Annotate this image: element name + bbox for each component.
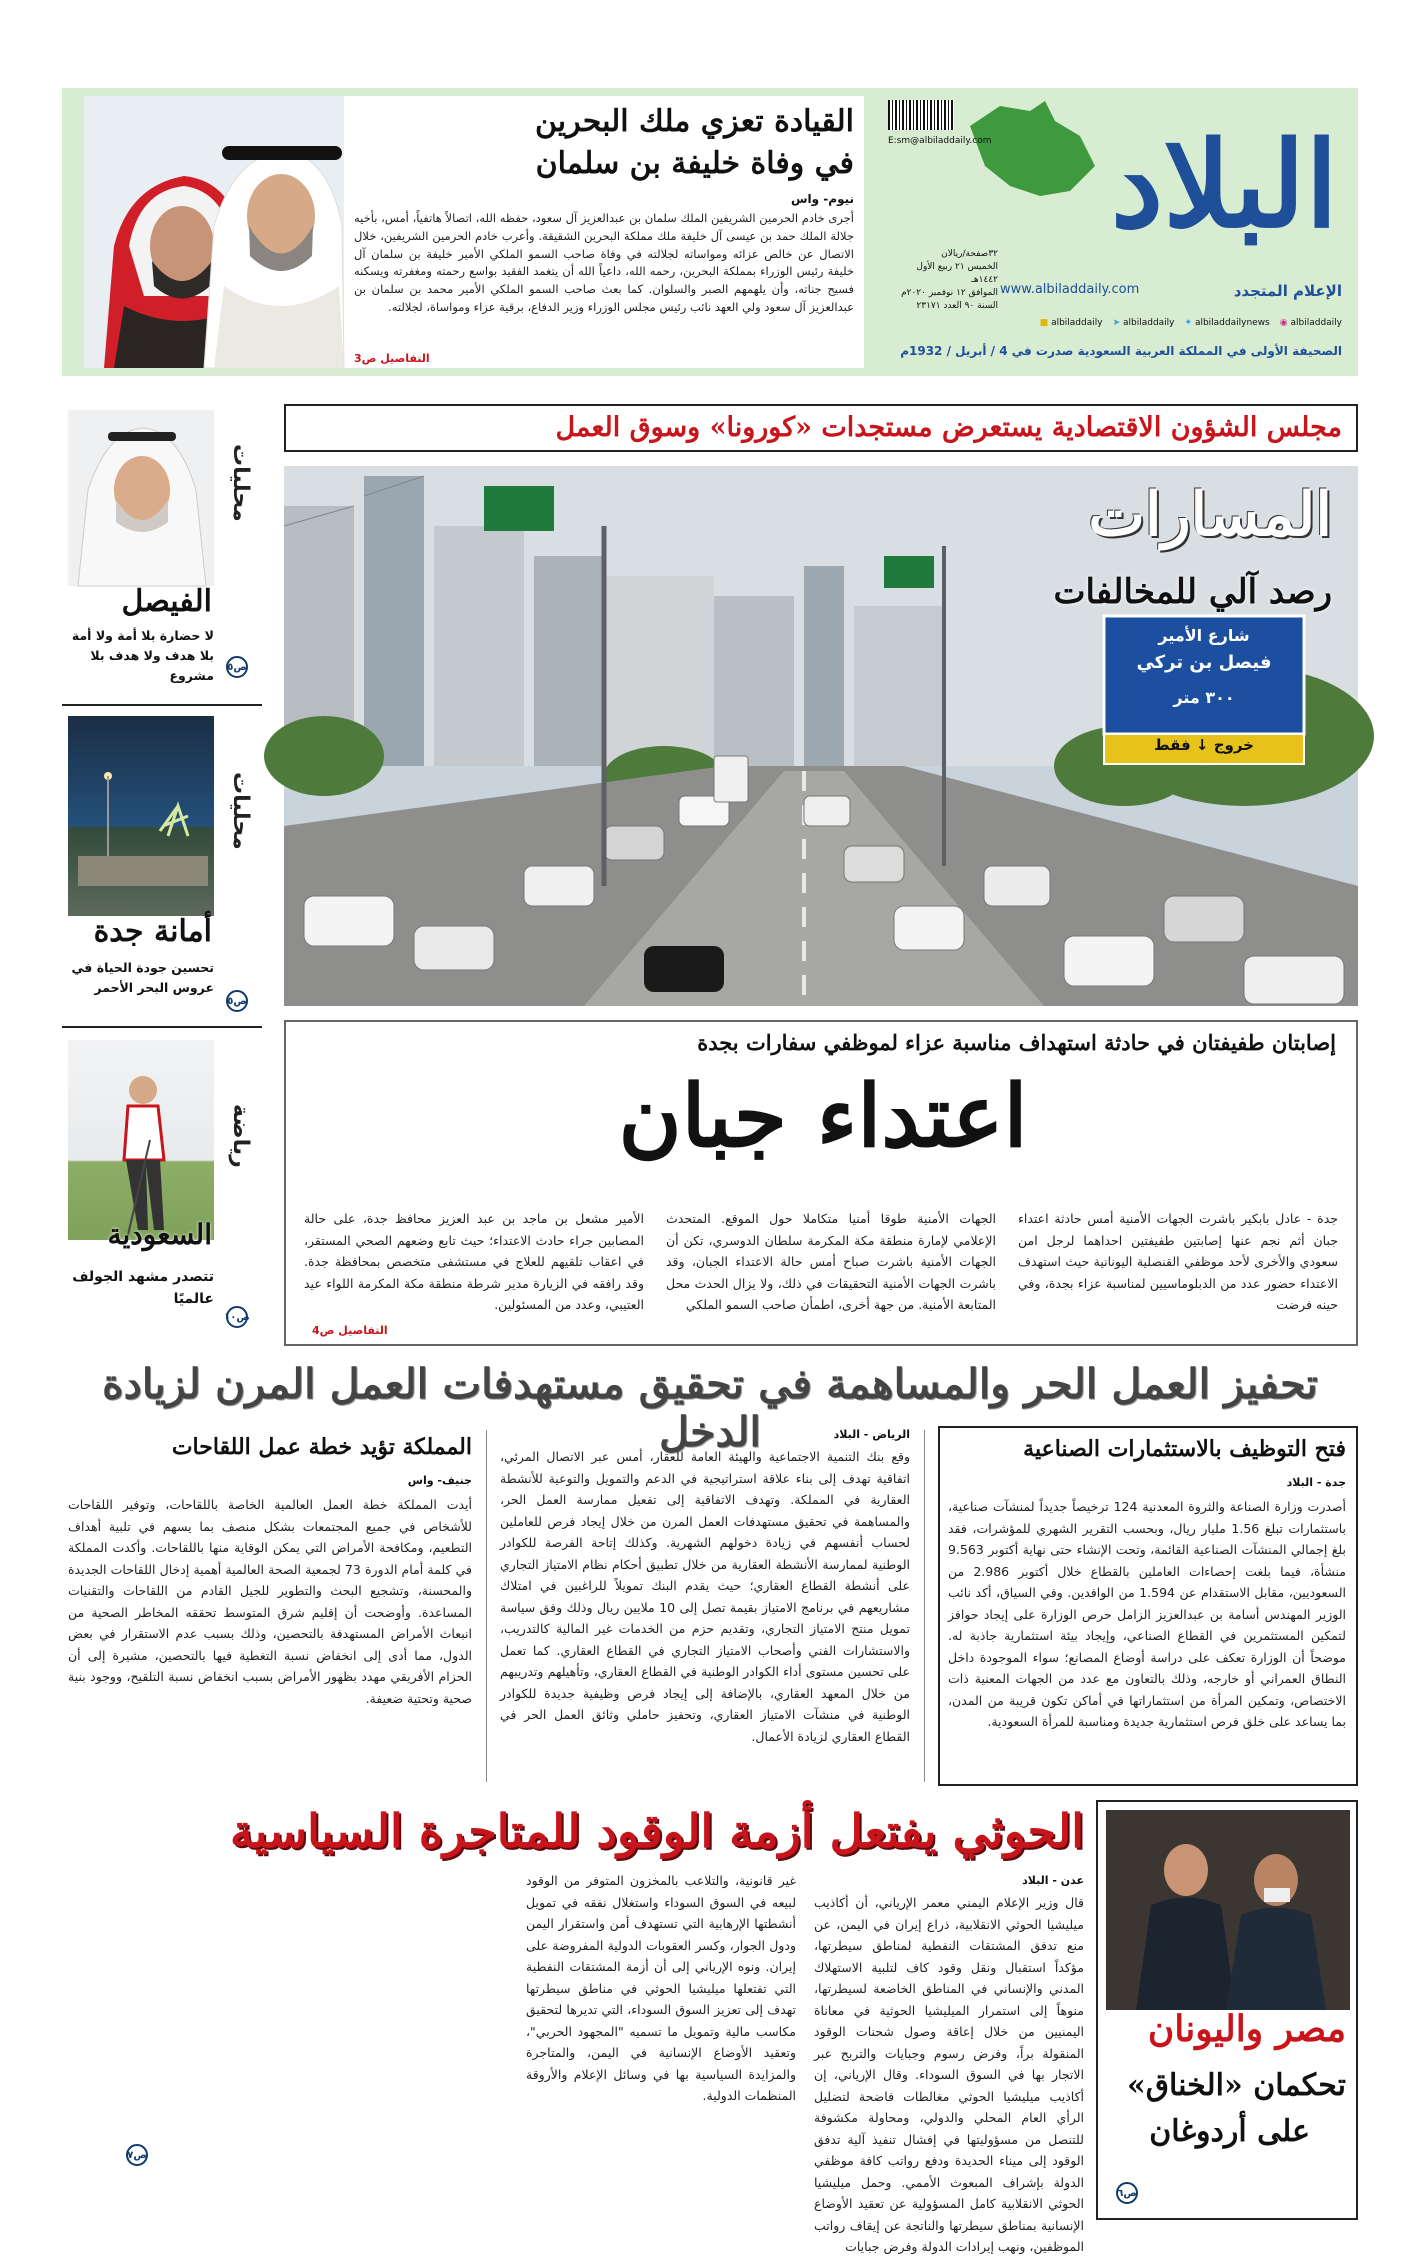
houthi-story bbox=[62, 1800, 1092, 2254]
leaders-photo bbox=[84, 96, 344, 368]
sidebar-caption: تتصدر مشهد الجولف عالميًا bbox=[72, 1269, 214, 1308]
attack-more[interactable]: التفاصيل ص4 bbox=[312, 1324, 388, 1337]
column-divider bbox=[486, 1430, 487, 1782]
edition-info bbox=[888, 248, 998, 313]
egypt-headline-2[interactable]: على أردوغان bbox=[1149, 2114, 1310, 2149]
economic-council-headline[interactable]: مجلس الشؤون الاقتصادية يستعرض مستجدات «كورونا» وسوق العمل bbox=[555, 412, 1342, 443]
saudi-map-icon bbox=[960, 96, 1100, 206]
golf-photo bbox=[68, 1040, 214, 1240]
sign-distance: ٣٠٠ متر bbox=[1173, 688, 1235, 707]
date-gregorian: الموافق ١٢ نوفمبر ٢٠٢٠م bbox=[901, 288, 998, 299]
sidebar-title: الفيصل bbox=[121, 584, 212, 619]
industry-headline[interactable]: فتح التوظيف بالاستثمارات الصناعية bbox=[1023, 1436, 1346, 1462]
logo-block bbox=[880, 96, 1352, 368]
work-dateline: الرياض - البلاد bbox=[833, 1428, 910, 1441]
egypt-greece-photo bbox=[1106, 1810, 1350, 2010]
attack-story bbox=[284, 1020, 1358, 1346]
issue-number: السنة ٩٠ العدد ٢٣١٧١ bbox=[916, 301, 998, 312]
page-badge[interactable]: ص٦ bbox=[1116, 2182, 1138, 2204]
work-story bbox=[496, 1426, 916, 1788]
date-hijri: الخميس ٢١ ربيع الأول ١٤٤٢هـ bbox=[916, 262, 998, 286]
work-headline[interactable]: تحفيز العمل الحر والمساهمة في تحقيق مستهدفات العمل المرن لزيادة الدخل bbox=[102, 1360, 1318, 1456]
work-body: وقع بنك التنمية الاجتماعية والهيئة العامة للعقار، أمس عبر الاتصال المرئي، اتفاقية تهدف إلى بناء علاقة استراتيجية في الدعم والتمويل والتوعية للأنشطة العقارية في المملكة. وتهدف الاتفاقية إلى تفعيل ممارسة العمل الحر، والمساهمة في تحقيق مستهدفات العمل المرن من خلال إيجاد فرص للعاملين لحساب أنفسهم في زيادة دخولهم الشهرية. وكذلك إتاحة الفرصة للكوادر الوطنية لممارسة الأنشطة العقارية من خلال تطبيق أحكام نظام الامتياز التجاري على أنشطة القطاع العقاري؛ حيث يقدم البنك تمويلاً للراغبين في امتلاك مشاريعهم في برنامج الامتياز بقيمة تصل إلى 10 ملايين ريال وذلك وفق سياسة تمويل منتج الامتياز التجاري، وتقديم حزم من الخدمات غير المالية كالتدريب، والاستشارات الفني وأصحاب الامتياز التجاري في القطاع العقاري. كما تعمل على تحسين مستوى أداء الكوادر الوطنية في القطاع العقاري، وتأهيلهم وتدريبهم من خلال المعهد العقاري، بالإضافة إلى إيجاد فرص وظيفية جديدة للكوادر الوطنية في منشآت الامتياز العقاري، وتحفيز حاملي وثائق العمل الحر في القطاع العقاري لزيادة الأعمال. bbox=[500, 1449, 911, 1744]
telegram-icon: ➤ bbox=[1112, 318, 1121, 328]
vaccines-story bbox=[62, 1426, 478, 1788]
attack-col-1: جدة - عادل بابكير باشرت الجهات الأمنية أمس حادثة اعتداء جبان أثم نجم عنها إصابتين طفيفتين احداهما لرجل امن سعودي والأخرى لأحد موظفي القنصلية اليونانية حيث استهدف الاعتداء حضور عدد من الدبلوماسيين لمناسبة عزاء بجدة، وفي حينه فرضت bbox=[1018, 1211, 1338, 1312]
social-row bbox=[1040, 318, 1342, 328]
sidebar-item-jeddah[interactable] bbox=[62, 712, 262, 1012]
economic-council-banner bbox=[284, 404, 1358, 452]
column-divider bbox=[924, 1430, 925, 1782]
egypt-greece-story bbox=[1096, 1800, 1358, 2220]
egypt-headline-1[interactable]: تحكمان «الخناق» bbox=[1126, 2068, 1346, 2103]
instagram-icon: ◉ bbox=[1279, 318, 1288, 328]
vaccines-body: أيدت المملكة خطة العمل العالمية الخاصة باللقاحات، وتوفير اللقاحات للأشخاص في جميع المجتمعات بشكل منصف بما يسهم في تلبية أهداف التطعيم، ومكافحة الأمراض التي يمكن الوقاية منها باللقاحات. وأكدت المملكة في كلمة أمام الدورة 73 لجمعية الصحة العالمية أهمية إدخال اللقاحات الجديدة والمحسنة، وتشجيع البحث والتطوير للجيل القادم من اللقاحات والتقنيات المساعدة. وأوضحت أن إقليم شرق المتوسط تحققه المخاطر الصحية من انبعاث الأمراض المستهدفة بالتحصين، وذلك بسبب عدم الاستقرار في بعض الدول، مما أدى إلى انخفاض نسبة التغطية فيها بالتحصين، مشيرة إلى أن الحزام الأفريقي مهدد بظهور الأمراض بسبب انخفاض نسبة التلقيح، ووجود بنية صحية وتحتية ضعيفة. bbox=[68, 1497, 472, 1706]
twitter-handle[interactable]: ✦ albiladdailynews bbox=[1184, 318, 1270, 328]
masarat-title: المسارات bbox=[1088, 480, 1332, 550]
alfaisal-photo bbox=[68, 410, 214, 586]
houthi-headline[interactable]: الحوثي يفتعل أزمة الوقود للمتاجرة السياسية bbox=[229, 1804, 1084, 1858]
sidebar-section-label: محليات bbox=[228, 444, 253, 522]
sidebar-caption: لا حضارة بلا أمة ولا أمة بلا هدف ولا هدف بلا مشروع bbox=[71, 628, 214, 683]
sidebar-divider bbox=[62, 1026, 262, 1028]
houthi-col-2: غير قانونية، والتلاعب بالمخزون المتوفر من الوقود لبيعه في السوق السوداء واستغلال نفقه في تمويل أنشطتها الإرهابية التي تستهدف أمن واستقرار اليمن ودول الجوار، وكسر العقوبات الدولية المفروضة على إيران. ونوه الإرياني إلى أن أزمة المشتقات النفطية التي تفتعلها ميليشيا الحوثي في مناطق سيطرتها تهدف إلى تعزيز السوق السوداء، التي تديرها لتحقيق مكاسب مالية وتمويل ما تسميه "المجهود الحربي"، وتعقيد الأوضاع الإنسانية في اليمن، والمتاجرة والمزايدة السياسية بها في وسائل الإعلام والأروقة المنظمات الدولية. bbox=[526, 1873, 796, 2103]
attack-kicker: إصابتان طفيفتان في حادثة استهداف مناسبة عزاء لموظفي سفارات بجدة bbox=[697, 1030, 1336, 1055]
sidebar-section-label: محليات bbox=[228, 772, 253, 850]
king-portrait bbox=[84, 96, 344, 368]
condolence-more[interactable]: التفاصيل ص3 bbox=[354, 352, 430, 365]
sidebar-divider bbox=[62, 704, 262, 706]
page-badge[interactable]: ص١٠ bbox=[226, 1306, 248, 1328]
condolence-dateline: نيوم- واس bbox=[790, 192, 854, 206]
snapchat-handle[interactable]: ■ albiladdaily bbox=[1039, 318, 1103, 328]
sidebar-caption: تحسين جودة الحياة في عروس البحر الأحمر bbox=[71, 960, 214, 995]
houthi-col-1: قال وزير الإعلام اليمني معمر الإرياني، أن أكاذيب ميليشيا الحوثي الانقلابية، ذراع إيران في اليمن، عن منع تدفق المشتقات النفطية لمناطق سيطرتها، مؤكداً استقبال ونقل وقود كاف لتلبية الاستهلاك المدني والإنساني في المناطق الخاضعة لسيطرتها، منوهاً إلى استمرار الميليشيا الحوثية في معاناة اليمنيين من خلال إعاقة وصول شحنات الوقود المنقولة براً، وفرض رسوم وجبايات والتربح عبر الاتجار بها في السوق السوداء. وقال الإرياني، إن أكاذيب ميليشيا الحوثي مغالطات فاضحة لتضليل الرأي العام المحلي والدولي، ومحاولة مكشوفة للتنصل من مسؤوليتها في إفشال تنفيذ آلية تدفق الوقود إلى ميناء الحديدة ودفع رواتب كافة موظفي الدولة بإشراف المبعوث الأممي. وحمل ميليشيا الحوثي الانقلابية كامل المسؤولية عن تعقيد الأوضاع الإنسانية بمناطق سيطرتها والناتجة عن إيقاف رواتب الموظفين، ونهب إيرادات الدولة وفرض جبايات bbox=[814, 1895, 1084, 2254]
snapchat-icon: ■ bbox=[1039, 318, 1049, 328]
condolence-block bbox=[84, 96, 864, 368]
sign-street-1: شارع الأمير bbox=[1158, 626, 1250, 645]
jeddah-photo bbox=[68, 716, 214, 916]
sign-street-2: فيصل بن تركي bbox=[1136, 652, 1272, 673]
condolence-body: أجرى خادم الحرمين الشريفين الملك سلمان بن عبدالعزيز آل سعود، حفظه الله، اتصالاً هاتفياً، أمس، بأخيه جلالة الملك حمد بن عيسى آل خليفة ملك مملكة البحرين الشقيقة. وأعرب خادم الحرمين الشريفين، خلال الاتصال عن خالص عزائه ومواساته لجلالته في وفاة صاحب السمو الملكي الأمير خليفة بن سلمان آل خليفة رئيس الوزراء بمملكة البحرين، رحمه الله، داعياً الله أن يتغمد الفقيد بواسع رحمته ومغفرته ويسكنه فسيح جناته، وأن يلهمهم الصبر والسلوان. كما بعث صاحب السمو الملكي الأمير محمد بن سلمان بن عبدالعزيز آل سعود ولي العهد نائب رئيس مجلس الوزراء وزير الدفاع، برقية عزاء ومواساة، لجلالته. bbox=[354, 211, 854, 315]
edition-price: ٣٢صفحة/ريالان bbox=[941, 249, 998, 259]
barcode bbox=[888, 100, 954, 130]
attack-col-2: الجهات الأمنية طوقا أمنيا متكاملا حول الموقع. المتحدث الإعلامي لإمارة منطقة مكة المكرمة سلطان الدوسري، تكن أن الجهات الأمنية باشرت صباح أمس حالة الاعتداء الجبان، وقد باشرت الجهات الأمنية التحقيقات في ذلك، ولا يزال الحدث محل المتابعة الأمنية. من جهة أخرى، اطمأن صاحب السمو الملكي bbox=[666, 1211, 996, 1312]
page-badge[interactable]: ص٧ bbox=[126, 2144, 148, 2166]
industry-dateline: جدة - البلاد bbox=[1286, 1476, 1346, 1489]
sidebar-item-alfaisal[interactable] bbox=[62, 404, 262, 690]
contact-email[interactable]: E:sm@albiladdaily.com bbox=[888, 136, 992, 146]
masthead-tagline: الصحيفة الأولى في المملكة العربية السعودية صدرت في 4 / أبريل / 1932م bbox=[900, 344, 1342, 358]
sidebar-title: أمانة جدة bbox=[93, 914, 212, 949]
instagram-handle[interactable]: ◉ albiladdaily bbox=[1279, 318, 1342, 328]
vaccines-dateline: جنيف- واس bbox=[407, 1474, 472, 1487]
attack-headline[interactable]: اعتداء جبان bbox=[618, 1066, 1028, 1167]
sidebar-item-golf[interactable] bbox=[62, 1034, 262, 1342]
industry-body: أصدرت وزارة الصناعة والثروة المعدنية 124 ترخيصاً جديداً لمنشآت صناعية، باستثمارات تبلغ 1.56 مليار ريال، وبحسب التقرير الشهري للمؤشرات، فقد بلغ إجمالي المنشآت الصناعية القائمة، وتحت الإنشاء حتى نهاية أكتوبر 9.563 منشأة، فيما بلغت إحصاءات العاملين بالقطاع خلال أكتوبر 2.986 من السعوديين، مقابل الاستقدام عن 1.594 من الوافدين. وفي السياق، أكد نائب الوزير المهندس أسامة بن عبدالعزيز الزامل حرص الوزارة على إيجاد حوافز لتمكين المستثمرين في القطاع الصناعي، وإيجاد بيئة استثمارية جاذبة له. موضحاً أن الوزارة تعكف على دراسة أوضاع المصانع؛ سواء الموجودة داخل النطاق العمراني أو خارجه، وذلك بالتعاون مع عدد من الجهات المعنية ذات الاختصاص، وتمكين المرأة من استثماراتها في أماكن تكون قريبة من المدن، بما يساعد على خلق فرص استثمارية جديدة ومناسبة للمرأة السعودية. bbox=[948, 1499, 1347, 1729]
website-link[interactable]: www.albiladdaily.com bbox=[1000, 282, 1140, 297]
houthi-dateline: عدن - البلاد bbox=[1022, 1874, 1084, 1887]
page-badge[interactable]: ص٥ bbox=[226, 990, 248, 1012]
page-badge[interactable]: ص٥ bbox=[226, 656, 248, 678]
sidebar-section-label: رياضة bbox=[228, 1104, 253, 1168]
egypt-kicker: مصر واليونان bbox=[1147, 2008, 1346, 2050]
masarat-subtitle: رصد آلي للمخالفات bbox=[1053, 572, 1332, 612]
condolence-headline-1: القيادة تعزي ملك البحرين bbox=[534, 104, 854, 139]
sidebar-title: السعودية bbox=[107, 1218, 212, 1251]
condolence-headline-2: في وفاة خليفة بن سلمان bbox=[535, 146, 854, 181]
sign-exit: خروج ↓ فقط bbox=[1154, 736, 1254, 754]
attack-col-3: الأمير مشعل بن ماجد بن عبد العزيز محافظ جدة، على حالة المصابين جراء حادث الاعتداء؛ حيث تابع وضعهم الصحي المستقر، في اعقاب تلقيهم للعلاج في مستشفى متخصص بمحافظة جدة. وقد رافقه في الزيارة مدير شرطة منطقة مكة المكرمة اللواء عيد العتيبي، وعدد من المسئولين. bbox=[304, 1211, 644, 1312]
logo-text: البلاد bbox=[1110, 115, 1338, 254]
masarat-photo bbox=[284, 466, 1358, 1006]
twitter-icon: ✦ bbox=[1184, 318, 1193, 328]
sidebar bbox=[62, 404, 262, 1344]
slogan: الإعلام المتجدد bbox=[1233, 282, 1342, 300]
telegram-handle[interactable]: ➤ albiladdaily bbox=[1112, 318, 1175, 328]
vaccines-headline[interactable]: المملكة تؤيد خطة عمل اللقاحات bbox=[171, 1434, 472, 1460]
industry-story bbox=[938, 1426, 1358, 1786]
